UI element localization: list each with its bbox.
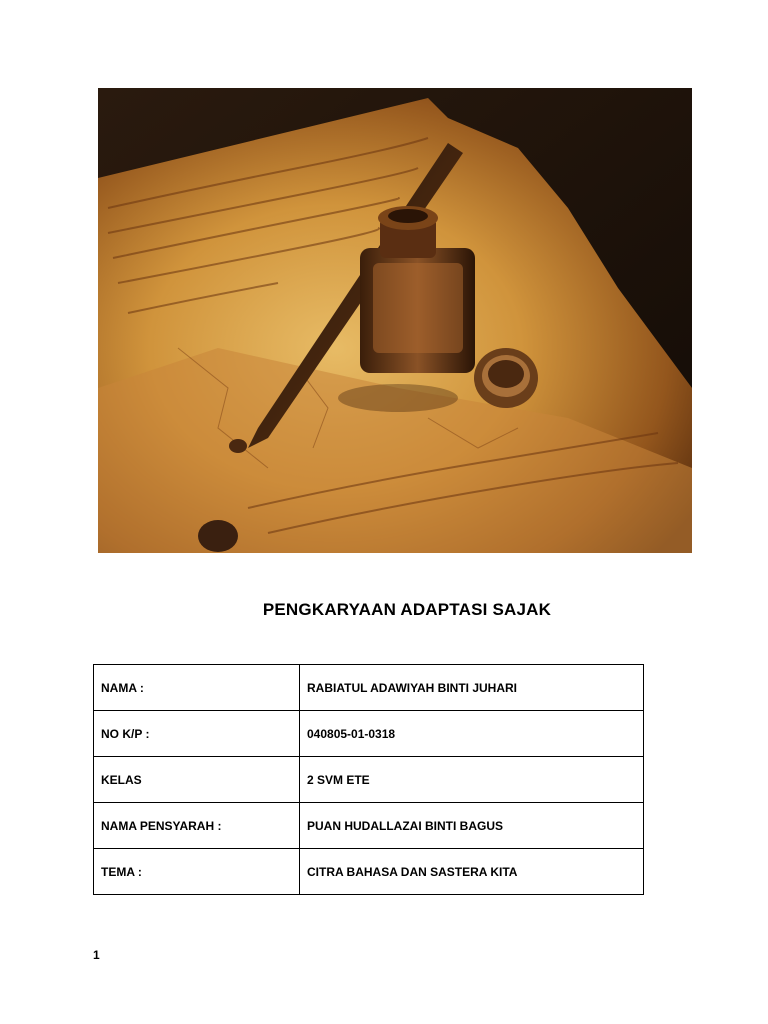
table-label: NO K/P :: [94, 711, 300, 757]
table-label: NAMA :: [94, 665, 300, 711]
table-row-tema: [94, 849, 644, 895]
student-info-table: [93, 664, 644, 895]
table-value: 040805-01-0318: [300, 711, 644, 757]
document-title: PENGKARYAAN ADAPTASI SAJAK: [262, 600, 552, 619]
cover-image: [98, 88, 692, 553]
table-value: PUAN HUDALLAZAI BINTI BAGUS: [300, 803, 644, 849]
table-value: 2 SVM ETE: [300, 757, 644, 803]
table-label: NAMA PENSYARAH :: [94, 803, 300, 849]
table-value: RABIATUL ADAWIYAH BINTI JUHARI: [300, 665, 644, 711]
table-row-kelas: [94, 757, 644, 803]
table-row-no-kp: [94, 711, 644, 757]
table-value: CITRA BAHASA DAN SASTERA KITA: [300, 849, 644, 895]
table-label: TEMA :: [94, 849, 300, 895]
table-label: KELAS: [94, 757, 300, 803]
page-number: 1: [93, 948, 100, 962]
table-row-nama: [94, 665, 644, 711]
table-row-nama-pensyarah: [94, 803, 644, 849]
